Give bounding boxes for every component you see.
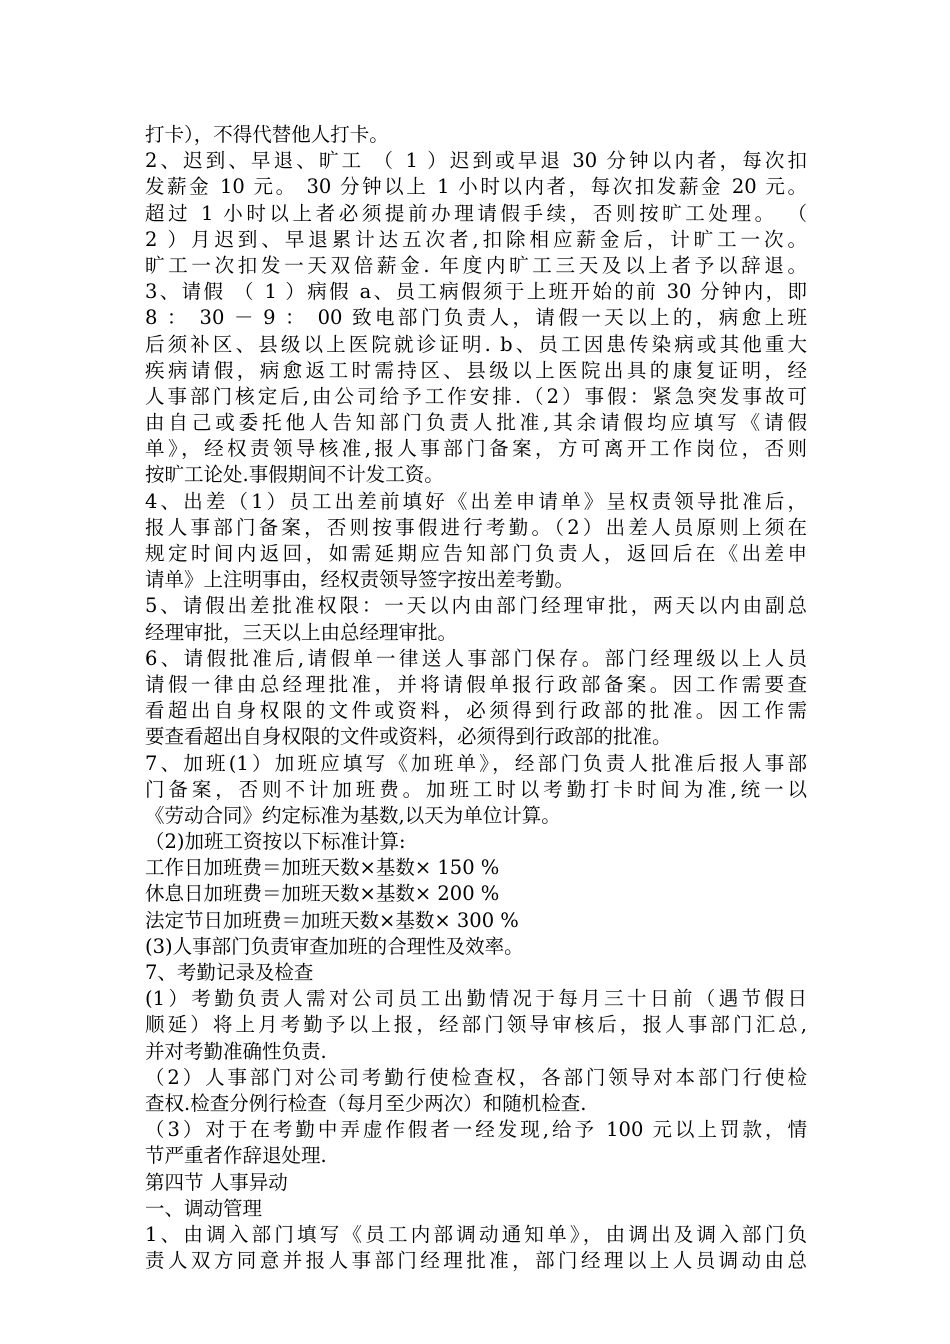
text-line: (3)人事部门负责审查加班的合理性及效率。 — [145, 934, 524, 958]
text-line: 由自己或委托他人告知部门负责人批准,其余请假均应填写《请假 — [145, 411, 807, 435]
text-line: 看超出自身权限的文件或资料，必须得到行政部的批准。因工作需 — [145, 699, 807, 723]
text-line: 报人事部门备案，否则按事假进行考勤。（2）出差人员原则上须在 — [145, 515, 807, 539]
text-line: 经理审批，三天以上由总经理审批。 — [145, 620, 458, 644]
text-line: 8 ： 30 － 9 ： 00 致电部门负责人，请假一天以上的，病愈上班 — [145, 306, 807, 330]
section-heading: 第四节 人事异动 — [145, 1170, 288, 1194]
text-line: 2、迟到、早退、旷工 （ 1 ）迟到或早退 30 分钟以内者，每次扣 — [145, 149, 807, 173]
text-line: 5、请假出差批准权限：一天以内由部门经理审批，两天以内由副总 — [145, 594, 807, 618]
text-line: 旷工一次扣发一天双倍薪金. 年度内旷工三天及以上者予以辞退。 — [145, 253, 807, 277]
text-line: 节严重者作辞退处理. — [145, 1144, 327, 1168]
text-line: 2 ）月迟到、早退累计达五次者,扣除相应薪金后，计旷工一次。 — [145, 227, 807, 251]
text-line: 顺延）将上月考勤予以上报，经部门领导审核后，报人事部门汇总, — [145, 1013, 807, 1037]
text-line: 6、请假批准后,请假单一律送人事部门保存。部门经理级以上人员 — [145, 646, 807, 670]
text-line: （2）人事部门对公司考勤行使检查权，各部门领导对本部门行使检 — [145, 1065, 807, 1089]
text-line: 法定节日加班费＝加班天数×基数× 300 % — [145, 908, 519, 932]
text-line: 超过 1 小时以上者必须提前办理请假手续，否则按旷工处理。 （ — [145, 201, 807, 225]
text-line: 休息日加班费＝加班天数×基数× 200 % — [145, 882, 500, 906]
text-line: 规定时间内返回，如需延期应告知部门负责人，返回后在《出差申 — [145, 542, 807, 565]
text-line: 4、出差（1）员工出差前填好《出差申请单》呈权责领导批准后， — [145, 489, 807, 513]
text-line: 请假一律由总经理批准，并将请假单报行政部备案。因工作需要查 — [145, 672, 807, 696]
text-line: 并对考勤准确性负责. — [145, 1039, 327, 1063]
text-line: 3、请假 （ 1 ）病假 a、员工病假须于上班开始的前 30 分钟内，即 — [145, 280, 807, 304]
text-line: 责人双方同意并报人事部门经理批准，部门经理以上人员调动由总 — [145, 1249, 807, 1273]
text-line: (1）考勤负责人需对公司员工出勤情况于每月三十日前（遇节假日 — [145, 987, 807, 1011]
text-line: 按旷工论处.事假期间不计发工资。 — [145, 463, 444, 487]
text-line: 疾病请假，病愈返工时需持区、县级以上医院出具的康复证明，经 — [145, 358, 807, 382]
text-line: 发薪金 10 元。 30 分钟以上 1 小时以内者，每次扣发薪金 20 元。 — [145, 175, 807, 199]
text-line: 要查看超出自身权限的文件或资料，必须得到行政部的批准。 — [145, 725, 672, 749]
text-line: 7、考勤记录及检查 — [145, 961, 314, 984]
text-line: 打卡），不得代替他人打卡。 — [145, 123, 389, 146]
text-line: （3）对于在考勤中弄虚作假者一经发现,给予 100 元以上罚款，情 — [145, 1118, 807, 1142]
text-line: 单》，经权责领导核准,报人事部门备案，方可离开工作岗位，否则 — [145, 437, 807, 461]
text-line: 工作日加班费＝加班天数×基数× 150 % — [145, 856, 500, 880]
text-line: 《劳动合同》约定标准为基数,以天为单位计算。 — [145, 803, 561, 827]
document-page — [145, 122, 807, 1274]
subsection-heading: 一、调动管理 — [145, 1196, 263, 1220]
text-line: （2)加班工资按以下标准计算: — [145, 830, 406, 854]
text-line: 门备案，否则不计加班费。加班工时以考勤打卡时间为准,统一以 — [145, 777, 807, 801]
text-line: 后须补区、县级以上医院就诊证明. b、员工因患传染病或其他重大 — [145, 332, 807, 356]
text-line: 1、由调入部门填写《员工内部调动通知单》，由调出及调入部门负 — [145, 1222, 807, 1246]
text-line: 7、加班(1）加班应填写《加班单》，经部门负责人批准后报人事部 — [145, 751, 807, 775]
text-line: 查权.检查分例行检查（每月至少两次）和随机检查. — [145, 1091, 587, 1115]
text-line: 人事部门核定后,由公司给予工作安排.（2）事假：紧急突发事故可 — [145, 384, 807, 408]
text-line: 请单》上注明事由，经权责领导签字按出差考勤。 — [145, 568, 575, 592]
